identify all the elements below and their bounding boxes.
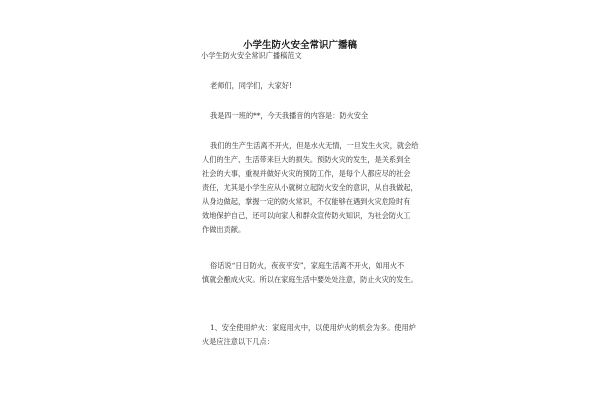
paragraph1-line: 社会的大事，重视并做好火灾的预防工作，是每个人都应尽的社会 (202, 169, 411, 178)
paragraph1-line: 责任，尤其是小学生应从小就树立起防火安全的意识，从自我做起， (202, 183, 418, 192)
paragraph2-line: 慎就会酿成火灾。所以在家庭生活中要处处注意，防止火灾的发生。 (202, 275, 418, 284)
paragraph1-line: 作做出贡献。 (202, 225, 246, 234)
paragraph3-line: 1、安全使用炉火：家庭用火中，以使用炉火的机会为多。使用炉 (210, 323, 416, 332)
paragraph2-line: 俗话说“日日防火，夜夜平安”，家庭生活离不开火，如用火不 (210, 261, 405, 270)
paragraph3-line: 火是应注意以下几点： (202, 337, 274, 346)
intro-line: 我是四一班的**，今天我播音的内容是：防火安全 (210, 111, 369, 120)
paragraph1-line: 从身边做起，掌握一定的防火常识，不仅能够在遇到火灾危险时有 (202, 197, 411, 206)
paragraph1-line: 人们的生产、生活带来巨大的损失。预防火灾的发生，是关系到全 (202, 155, 411, 164)
greeting-line: 老师们，同学们，大家好! (210, 81, 292, 90)
document-subtitle: 小学生防火安全常识广播稿范文 (201, 51, 302, 60)
document-title: 小学生防火安全常识广播稿 (242, 40, 357, 51)
paragraph1-line: 效地保护自己，还可以向家人和群众宣传防火知识，为社会防火工 (202, 211, 411, 220)
paragraph1-line: 我们的生产生活离不开火，但是水火无情，一旦发生火灾，就会给 (210, 141, 419, 150)
